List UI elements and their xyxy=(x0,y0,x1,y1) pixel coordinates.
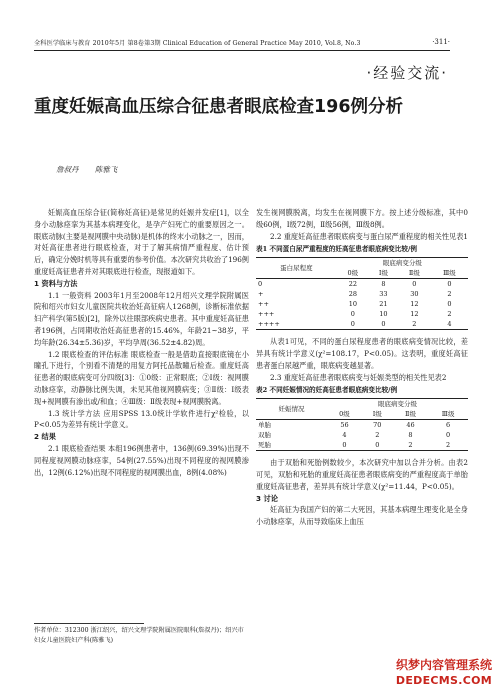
table-cell: 30 xyxy=(410,290,419,299)
table-cell: 0 xyxy=(447,280,452,289)
table-row xyxy=(256,440,468,451)
section-heading-results: 2 结果 xyxy=(34,432,56,442)
row-label: 单胎 xyxy=(258,421,271,430)
left-column xyxy=(34,207,249,478)
table2-col-header: 0级 xyxy=(327,409,362,420)
table-cell: 22 xyxy=(348,280,357,289)
row-label: ++++ xyxy=(256,319,337,330)
running-header: 全科医学临床与教育 2010年5月 第8卷第3期 Clinical Education of General Practice May 2010, Vol.8, No.3 xyxy=(34,40,361,47)
row-label: 双胎 xyxy=(258,431,271,440)
table2-col-header: Ⅰ级 xyxy=(362,409,393,420)
row-label: 死胎 xyxy=(256,440,327,451)
table-cell: 2 xyxy=(398,319,431,330)
table2-col-header: Ⅲ级 xyxy=(428,409,468,420)
table-cell: 0 xyxy=(362,440,393,451)
page-number: ·311· xyxy=(432,38,450,46)
section-tag: ·经验交流· xyxy=(366,64,448,82)
table-cell: 33 xyxy=(379,290,388,299)
table-row xyxy=(256,309,468,319)
table-cell: 6 xyxy=(446,421,451,430)
table2-col-header: Ⅱ级 xyxy=(393,409,428,420)
table-cell: 0 xyxy=(337,319,369,330)
table-row xyxy=(256,299,468,309)
table-row xyxy=(256,289,468,299)
intro-paragraph: 妊娠高血压综合征(简称妊高征)是常见的妊娠并发症[1]，以全身小动脉痉挛为其基本病理变化，是孕产妇死亡的重要原因之一。眼底动脉(主要是视网膜中央动脉)是机体的终末小动脉之一，因而，对妊高征患者进行眼底检查，对于了解其病情严重程度、估计预后，确定分娩时机等具有重要的参考价值。本次研究共收治了196例重度妊高征患者并对其眼底进行检查，现报道如下。 xyxy=(34,208,249,276)
table-cell: 2 xyxy=(447,290,452,299)
section-heading-methods: 1 资料与方法 xyxy=(34,278,78,288)
table-cell: 28 xyxy=(348,290,357,299)
table-cell: 0 xyxy=(412,280,417,289)
table-cell: 2 xyxy=(428,440,468,451)
table1-col-header: Ⅱ级 xyxy=(398,268,431,279)
table1-col-header: 0级 xyxy=(337,268,369,279)
table-cell: 2 xyxy=(375,431,380,440)
table2 xyxy=(256,398,468,451)
table1-group-header: 眼底病变分级 xyxy=(337,258,468,269)
row-label: ++ xyxy=(258,300,269,309)
table-cell: 4 xyxy=(431,319,468,330)
article-title: 重度妊娠高血压综合征患者眼底检查196例分析 xyxy=(34,97,404,117)
results-paragraph: 2.1 眼底检查结果 本组196例患者中，136例(69.39%)出现不同程度视网膜动脉痉挛，54例(27.55%)出现不同程度的视网膜渗出，12例(6.12%)出现不同程度的视网膜出血，8例(4.08%) xyxy=(34,443,249,477)
table-cell: 10 xyxy=(348,300,357,309)
table-row xyxy=(256,279,468,290)
row-label: + xyxy=(258,290,264,299)
table1-caption: 表1 不同蛋白尿严重程度的妊高征患者眼底病变比较/例 xyxy=(256,245,417,254)
row-label: 0 xyxy=(258,280,263,289)
table-cell: 21 xyxy=(379,300,388,309)
table1 xyxy=(256,257,468,330)
authors: 詹叔丹 陈雅飞 xyxy=(56,165,118,174)
table-cell: 12 xyxy=(410,310,419,319)
table-cell: 10 xyxy=(379,310,388,319)
right-column xyxy=(256,207,468,528)
header-rule xyxy=(34,50,450,51)
row-label: +++ xyxy=(258,310,275,319)
watermark-domain: DEDECMS.COM xyxy=(395,674,492,687)
table1-col-header: Ⅲ级 xyxy=(431,268,468,279)
table-cell: 2 xyxy=(447,310,452,319)
table1-intro: 2.2 重度妊高征患者眼底病变与蛋白尿严重程度的相关性见表1 xyxy=(270,231,468,241)
table-row xyxy=(256,319,468,330)
table-cell: 56 xyxy=(340,421,349,430)
table2-caption: 表2 不同妊娠情况的妊高征患者眼底病变比较/例 xyxy=(256,386,398,395)
table2-row-header: 妊娠情况 xyxy=(256,399,327,420)
table-cell: 46 xyxy=(406,421,415,430)
table-cell: 0 xyxy=(446,431,451,440)
footnote-rule xyxy=(34,623,144,624)
section-heading-discussion: 3 讨论 xyxy=(256,493,278,503)
table2-discussion: 由于双胎和死胎例数较少，本次研究中加以合并分析。由表2可见，双胎和死胎的重度妊高征患者眼底病变的严重程度高于单胎重度妊高征患者，差异具有统计学意义(χ²=11.44，P<0.05)。 xyxy=(256,458,468,491)
table-cell: 0 xyxy=(350,310,355,319)
table-cell: 8 xyxy=(381,280,386,289)
table2-group-header: 眼底病变分级 xyxy=(327,399,468,410)
table-cell: 0 xyxy=(369,319,398,330)
table-cell: 0 xyxy=(327,440,362,451)
table1-discussion: 从表1可见，不同的蛋白尿程度患者的眼底病变情况比较，差异具有统计学意义(χ²=108.17，P<0.05)。这表明，重度妊高征患者蛋白尿越严重，眼底病变越显著。 xyxy=(256,337,468,370)
table-row xyxy=(256,420,468,431)
table1-col-header: Ⅰ级 xyxy=(369,268,398,279)
statistics-paragraph: 1.3 统计学方法 应用SPSS 13.0统计学软件进行χ²检验，以P<0.05为差异有统计学意义。 xyxy=(34,408,249,430)
table2-intro: 2.3 重度妊高征患者眼底病变与妊娠类型的相关性见表2 xyxy=(270,372,447,382)
criteria-paragraph: 1.2 眼底检查的评估标准 眼底检查一般是借助直接眼底镜在小瞳孔下进行，个别看不清楚的用复方阿托品散瞳后检查。重度妊高征患者的眼底病变可分四级[3]：①0级：正常眼底；②Ⅰ级：视网膜动脉痉挛，动静脉比例失调，未见其他视网膜病变；③Ⅱ级：Ⅰ级表现+视网膜有渗出或/和血；④Ⅲ级：Ⅱ级表现+视网膜脱离。 xyxy=(34,349,249,406)
table-row xyxy=(256,430,468,440)
footnote: 作者单位：312300 浙江绍兴，绍兴文理学院附属医院眼科(詹叔丹)；绍兴市妇女儿童医院妇产科(陈雅飞) xyxy=(34,627,244,644)
results-continued-paragraph: 发生视网膜脱离，均发生在视网膜下方。按上述分级标准，其中0级60例，Ⅰ级72例，Ⅱ级56例，Ⅲ级8例。 xyxy=(256,208,468,229)
table-cell: 8 xyxy=(408,431,413,440)
general-data-paragraph: 1.1 一般资料 2003年1月至2008年12月绍兴文理学院附属医院和绍兴市妇女儿童医院共收治妊高征病人1268例，诊断标准依据妇产科学(第5版)[2]，除外以往眼部疾病史患者。其中重度妊高征患者196例，占同期收治妊高征患者的15.46%，年龄21~38岁，平均年龄(26.34±5.36)岁，平均孕周(36.52±4.82)周。 xyxy=(34,290,249,347)
watermark-text: 织梦内容管理系统 xyxy=(395,658,492,672)
table-cell: 12 xyxy=(410,300,419,309)
table-cell: 2 xyxy=(393,440,428,451)
table1-row-header: 蛋白尿程度 xyxy=(256,258,337,279)
table-cell: 70 xyxy=(373,421,382,430)
table-cell: 0 xyxy=(447,300,452,309)
discussion-paragraph: 妊高征为我国产妇的第二大死因，其基本病理生理变化是全身小动脉痉挛，从而导致临床上血压 xyxy=(256,505,468,527)
table-cell: 4 xyxy=(342,431,347,440)
